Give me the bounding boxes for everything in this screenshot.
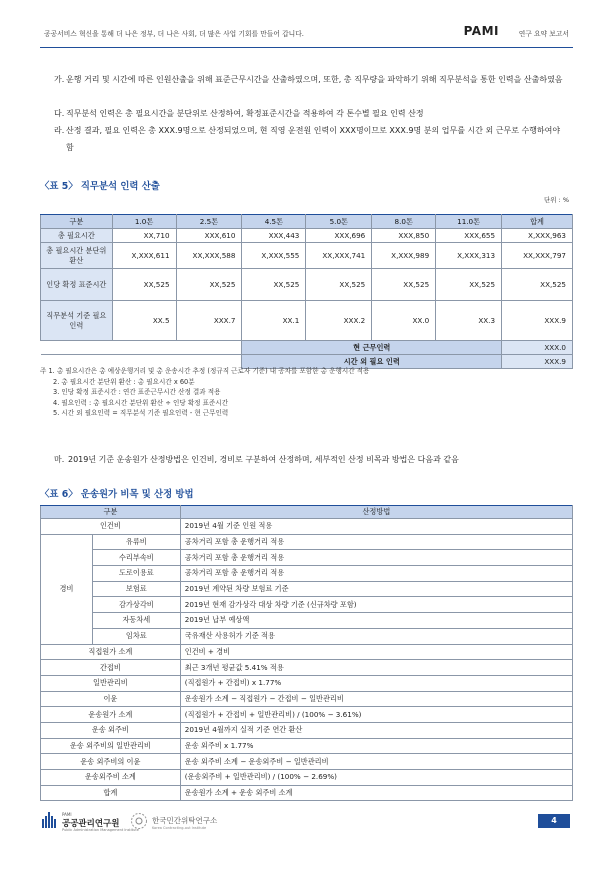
header-slogan: 공공서비스 혁신을 통해 더 나은 정부, 더 나은 사회, 더 많은 사업 기회를 만들어 갑니다.	[44, 30, 304, 38]
row-label: 운송 외주비의 일반관리비	[41, 738, 181, 754]
paragraph-ma	[54, 451, 566, 468]
page-number: 4	[538, 814, 570, 828]
row-method: 2019년 4월 기준 인원 적용	[180, 519, 572, 535]
page-header	[40, 22, 573, 44]
table-row	[41, 675, 573, 691]
logo-english-name: Korea Contracting-out Institute	[152, 826, 207, 830]
bars-logo-icon	[42, 812, 58, 828]
note-line: 3. 인당 확정 표준시간 : 연간 표준근무시간 산정 결과 적용	[53, 388, 221, 396]
logo-name: 한국민간위탁연구소	[152, 816, 218, 825]
table-row	[41, 566, 573, 582]
row-method: 2019년 계약된 차량 보험료 기준	[180, 581, 572, 597]
row-method: 운송 외주비 x 1.77%	[180, 738, 572, 754]
table-row	[41, 243, 573, 269]
star-logo-icon	[130, 812, 148, 830]
logo-english-name: Public Administration Management Institute	[62, 828, 139, 832]
row-method: (운송외주비 + 일반관리비) / (100% − 2.69%)	[180, 770, 572, 786]
row-label: 도로이용료	[92, 566, 180, 582]
row-method: (직접원가 + 간접비) x 1.77%	[180, 675, 572, 691]
cell: XX,XXX,588	[176, 243, 242, 269]
note-line: 5. 시간 외 필요인력 = 직무분석 기준 필요인력 - 현 근무인력	[53, 409, 229, 417]
row-method: 공차거리 포함 총 운행거리 적용	[180, 534, 572, 550]
paragraph-da	[54, 105, 566, 122]
row-label: 합계	[41, 785, 181, 801]
table6-header: 구분	[41, 506, 181, 519]
row-method: 국유재산 사용허가 기준 적용	[180, 628, 572, 644]
header-divider	[40, 47, 573, 48]
table-row	[41, 707, 573, 723]
cell: X,XXX,313	[436, 243, 502, 269]
row-label: 자동차세	[92, 613, 180, 629]
row-label: 직무분석 기준 필요 인력	[41, 301, 113, 341]
row-method: 인건비 + 경비	[180, 644, 572, 660]
row-method: 2019년 납부 예상액	[180, 613, 572, 629]
cell: XXX,610	[176, 229, 242, 243]
table-row	[41, 269, 573, 301]
table5-header: 4.5톤	[242, 215, 306, 229]
cell: XX,XXX,741	[306, 243, 372, 269]
table5-header: 구분	[41, 215, 113, 229]
row-label: 감가상각비	[92, 597, 180, 613]
cell: XXX,850	[372, 229, 436, 243]
row-label: 보험료	[92, 581, 180, 597]
row-label: 일반관리비	[41, 675, 181, 691]
total-value: XXX.9	[502, 355, 573, 369]
cell: XX,525	[306, 269, 372, 301]
cell: X,XXX,611	[112, 243, 176, 269]
cell: XX,525	[242, 269, 306, 301]
row-label: 임차료	[92, 628, 180, 644]
row-label: 간접비	[41, 660, 181, 676]
row-method: 2019년 4월까지 실적 기준 연간 환산	[180, 722, 572, 738]
row-label: 수리부속비	[92, 550, 180, 566]
table6	[40, 505, 573, 801]
row-method: 운송원가 소계 + 운송 외주비 소계	[180, 785, 572, 801]
table5-notes	[40, 366, 369, 419]
note-line: 2. 총 필요시간 분단위 환산 : 총 필요시간 x 60분	[53, 377, 195, 386]
table5	[40, 214, 573, 369]
cell: XXX,443	[242, 229, 306, 243]
paragraph-ga	[54, 71, 566, 88]
table5-header: 2.5톤	[176, 215, 242, 229]
table5-header: 합계	[502, 215, 573, 229]
cell: XXX.2	[306, 301, 372, 341]
header-subtitle: 연구 요약 보고서	[518, 30, 569, 38]
row-method: 공차거리 포함 총 운행거리 적용	[180, 550, 572, 566]
logo-small-text: PAMI	[62, 812, 72, 817]
cell: XX.1	[242, 301, 306, 341]
table5-header: 1.0톤	[112, 215, 176, 229]
paragraph-label: 라.	[54, 126, 65, 135]
table5-header: 8.0톤	[372, 215, 436, 229]
table6-header: 산정방법	[180, 506, 572, 519]
table-row	[41, 534, 573, 550]
cell: X,XXX,989	[372, 243, 436, 269]
table-row	[41, 229, 573, 243]
cell: XXX.9	[502, 301, 573, 341]
table-row	[41, 754, 573, 770]
table-row	[41, 644, 573, 660]
cell: XX.5	[112, 301, 176, 341]
row-label: 운송외주비 소계	[41, 770, 181, 786]
table-row	[41, 660, 573, 676]
cell: XX,710	[112, 229, 176, 243]
table-row	[41, 770, 573, 786]
row-label: 인당 확정 표준시간	[41, 269, 113, 301]
table-row	[41, 613, 573, 629]
logo-name: 공공관리연구원	[62, 819, 120, 829]
table5-caption: 〈표 5〉 직무분석 인력 산출	[40, 181, 160, 192]
paragraph-ra	[54, 122, 566, 156]
paragraph-text: 2019년 기준 운송원가 산정방법은 인건비, 경비로 구분하여 산정하며, 세부적인 산정 비목과 방법은 다음과 같음	[68, 455, 459, 464]
row-method: 2019년 현재 감가상각 대상 차량 기준 (신규차량 포함)	[180, 597, 572, 613]
table-row	[41, 691, 573, 707]
table-row	[41, 519, 573, 535]
cell: XX,525	[436, 269, 502, 301]
total-label: 시간 외 필요 인력	[242, 355, 502, 369]
cell: XX,XXX,797	[502, 243, 573, 269]
table-row	[41, 785, 573, 801]
table-row	[41, 738, 573, 754]
table-row	[41, 597, 573, 613]
row-label: 직접원가 소계	[41, 644, 181, 660]
cell: XXX,655	[436, 229, 502, 243]
cell: XX.0	[372, 301, 436, 341]
table-row	[41, 722, 573, 738]
cell: XXX.7	[176, 301, 242, 341]
header-brand: PAMI	[463, 24, 499, 38]
table5-header: 11.0톤	[436, 215, 502, 229]
row-label: 총 필요시간	[41, 229, 113, 243]
paragraph-text: 산정 결과, 필요 인력은 총 XXX.9명으로 산정되었으며, 현 직영 운전원 인력이 XXX명이므로 XXX.9명 분의 업무를 시간 외 근무로 수행하여야 함	[66, 126, 561, 152]
note-line: 4. 필요인력 : 총 필요시간 분단위 환산 ÷ 인당 확정 표준시간	[53, 398, 229, 407]
cell: X,XXX,963	[502, 229, 573, 243]
table-row	[41, 550, 573, 566]
row-method: 최근 3개년 평균값 5.41% 적용	[180, 660, 572, 676]
cell: X,XXX,555	[242, 243, 306, 269]
cell: XXX,696	[306, 229, 372, 243]
cell: XX,525	[502, 269, 573, 301]
row-method: 운송 외주비 소계 − 운송외주비 − 일반관리비	[180, 754, 572, 770]
table6-header-row	[41, 506, 573, 519]
table6-caption: 〈표 6〉 운송원가 비목 및 산정 방법	[40, 489, 194, 500]
cell: XX,525	[372, 269, 436, 301]
paragraph-text: 운행 거리 및 시간에 따른 인원산출을 위해 표준근무시간을 산출하였으며, 또한, 총 직무량을 파악하기 위해 직무분석을 통한 인력을 산출하였음	[66, 75, 563, 84]
total-label: 현 근무인력	[242, 341, 502, 355]
paragraph-label: 마.	[54, 455, 65, 464]
row-method: 공차거리 포함 총 운행거리 적용	[180, 566, 572, 582]
row-label: 운송 외주비	[41, 722, 181, 738]
total-value: XXX.0	[502, 341, 573, 355]
row-method: 운송원가 소계 − 직접원가 − 간접비 − 일반관리비	[180, 691, 572, 707]
table5-total-row	[41, 341, 573, 355]
note-line: 주 1. 총 필요시간은 총 예상운행거리 및 총 운송시간 추정 (정규직 근로자 기준) 내 공차를 포함한 총 운행시간 적용	[40, 367, 370, 375]
row-label: 운송 외주비의 이윤	[41, 754, 181, 770]
row-label: 운송원가 소계	[41, 707, 181, 723]
table5-header: 5.0톤	[306, 215, 372, 229]
paragraph-label: 가.	[54, 75, 65, 84]
expense-group-label: 경비	[41, 534, 93, 644]
paragraph-text: 직무분석 인력은 총 필요시간을 분단위로 산정하여, 확정표준시간을 적용하여 각 톤수별 필요 인력 산정	[66, 109, 424, 118]
row-label: 유류비	[92, 534, 180, 550]
table5-header-row	[41, 215, 573, 229]
cell: XX,525	[112, 269, 176, 301]
row-label: 총 필요시간 분단위 환산	[41, 243, 113, 269]
row-method: (직접원가 + 간접비 + 일반관리비) / (100% − 3.61%)	[180, 707, 572, 723]
cell: XX.3	[436, 301, 502, 341]
paragraph-label: 다.	[54, 109, 65, 118]
blank-cell	[41, 341, 242, 355]
table-row	[41, 301, 573, 341]
table-row	[41, 581, 573, 597]
table5-unit: 단위 : %	[543, 196, 569, 204]
table-row	[41, 628, 573, 644]
row-label: 이윤	[41, 691, 181, 707]
row-label: 인건비	[41, 519, 181, 535]
cell: XX,525	[176, 269, 242, 301]
